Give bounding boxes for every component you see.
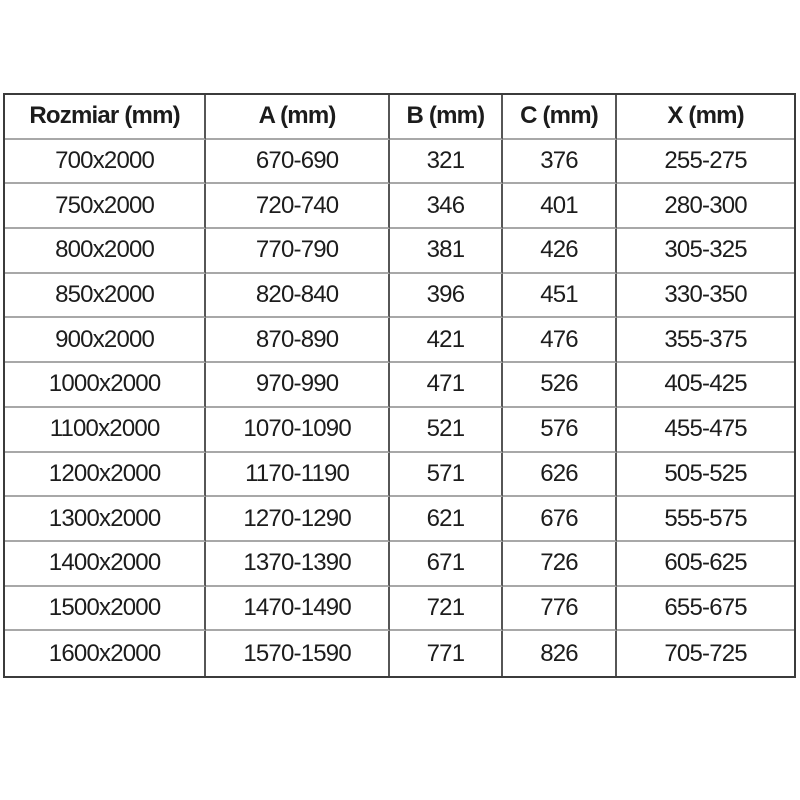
table-cell: 1300x2000 [5,497,206,542]
table-cell: 405-425 [617,363,794,408]
table-row [5,497,794,542]
header-cell: Rozmiar (mm) [5,95,206,140]
table-cell: 401 [503,184,617,229]
table-cell: 321 [390,140,503,185]
table-cell: 626 [503,453,617,498]
table-cell: 455-475 [617,408,794,453]
table-row [5,229,794,274]
table-cell: 621 [390,497,503,542]
table-cell: 771 [390,631,503,676]
table-cell: 421 [390,318,503,363]
table-cell: 396 [390,274,503,319]
table-cell: 770-790 [206,229,390,274]
table-cell: 381 [390,229,503,274]
table-row [5,587,794,632]
table-row [5,453,794,498]
table-cell: 526 [503,363,617,408]
table-cell: 705-725 [664,639,747,667]
table-cell: 1170-1190 [206,453,390,498]
table-cell: 376 [503,140,617,185]
table-cell: 750x2000 [5,184,206,229]
table-cell: 776 [503,587,617,632]
table-cell: 505-525 [617,453,794,498]
table-cell: 676 [503,497,617,542]
table-cell: 726 [503,542,617,587]
table-cell: 330-350 [617,274,794,319]
table-cell: 255-275 [617,140,794,185]
table-cell: 346 [390,184,503,229]
size-spec-table [3,93,796,678]
table-cell: 1000x2000 [5,363,206,408]
table-cell: 700x2000 [5,140,206,185]
table-cell: 655-675 [617,587,794,632]
table-cell: 900x2000 [5,318,206,363]
table-cell: 870-890 [206,318,390,363]
table-cell: 820-840 [206,274,390,319]
table-cell: 521 [390,408,503,453]
table-row [5,408,794,453]
table-row [5,363,794,408]
table-row [5,542,794,587]
table-row [5,140,794,185]
table-cell: 1500x2000 [5,587,206,632]
table-row [5,318,794,363]
table-cell: 670-690 [206,140,390,185]
table-cell: 720-740 [206,184,390,229]
table-cell: 850x2000 [5,274,206,319]
table-cell: 576 [503,408,617,453]
table-cell: 1070-1090 [206,408,390,453]
table-cell: 1200x2000 [5,453,206,498]
header-cell: X (mm) [617,95,794,140]
table-cell: 476 [503,318,617,363]
table-row [5,631,794,676]
table-cell: 1270-1290 [206,497,390,542]
table-cell: 1570-1590 [206,631,390,676]
table-cell: 671 [390,542,503,587]
table-cell: 280-300 [617,184,794,229]
table-cell: 970-990 [206,363,390,408]
table-cell: 451 [503,274,617,319]
table-cell: 800x2000 [5,229,206,274]
table-cell: 355-375 [617,318,794,363]
table-row [5,274,794,319]
table-body [5,140,794,676]
table-cell: 305-325 [617,229,794,274]
table-cell: 1470-1490 [206,587,390,632]
table-header [5,95,794,140]
header-row [5,95,794,140]
header-cell: B (mm) [390,95,503,140]
table-cell: 721 [390,587,503,632]
table-cell: 571 [390,453,503,498]
table-row [5,184,794,229]
table-cell: 605-625 [617,542,794,587]
size-spec-table-container [3,93,796,678]
table-cell: 826 [503,631,617,676]
table-cell: 1370-1390 [206,542,390,587]
table-cell: 471 [390,363,503,408]
header-cell: C (mm) [503,95,617,140]
table-cell: 1100x2000 [5,408,206,453]
table-cell: 426 [503,229,617,274]
table-cell: 1400x2000 [5,542,206,587]
header-cell: A (mm) [206,95,390,140]
table-cell: 555-575 [617,497,794,542]
table-cell: 1600x2000 [5,631,206,676]
